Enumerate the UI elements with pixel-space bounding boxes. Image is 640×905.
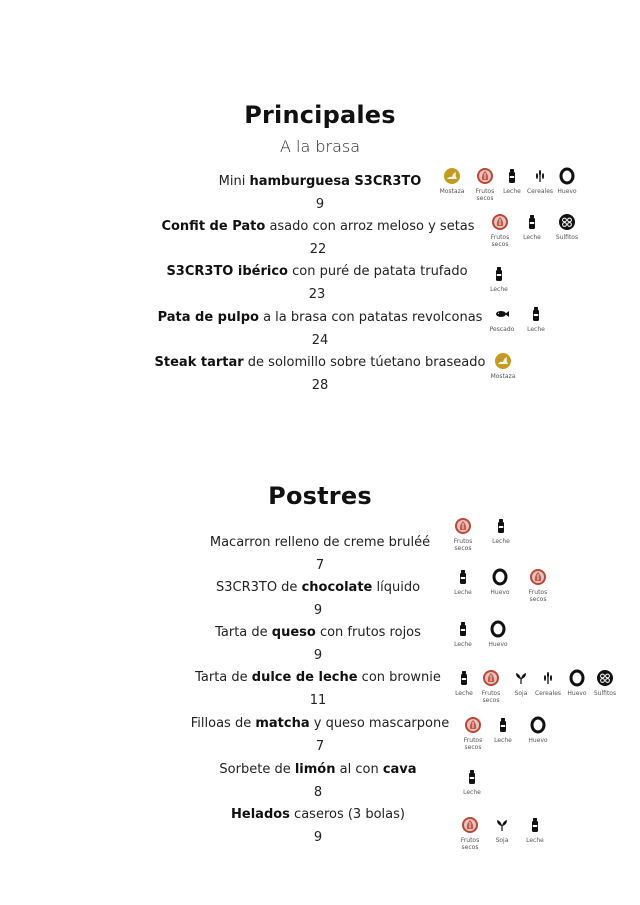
allergen-label: Leche	[492, 538, 510, 545]
dish-name-bold: Confit de Pato	[161, 219, 266, 234]
dish-name-text: con puré de patata trufado	[287, 264, 468, 279]
dish-name-text: Macarron relleno de creme bruléé	[209, 535, 431, 550]
allergen-badge	[483, 568, 517, 596]
dish-name-text: Tarta de	[195, 670, 252, 685]
milk-icon	[523, 213, 541, 231]
allergen-label: Leche	[463, 789, 481, 796]
allergen-label: Leche	[454, 589, 472, 596]
allergen-badge	[485, 305, 519, 333]
allergen-label: Leche	[494, 737, 512, 744]
dish-name-text: con frutos rojos	[315, 625, 421, 640]
allergen-badge	[455, 768, 489, 796]
allergen-label: Mostaza	[439, 188, 465, 195]
dish-name	[120, 310, 520, 325]
dish-price: 7	[315, 739, 325, 754]
dish-name-bold: cava	[382, 762, 417, 777]
dish-name	[117, 264, 517, 279]
dish-name-text: asado con arroz meloso y setas	[265, 219, 475, 234]
allergen-badge	[486, 352, 520, 380]
dish-name	[118, 219, 518, 234]
dish-name-bold: Pata de pulpo	[157, 310, 259, 325]
section-title-principales: Principales	[244, 101, 396, 129]
allergen-label: Sulfitos	[555, 234, 579, 241]
nuts-icon	[461, 816, 479, 834]
milk-icon	[527, 305, 545, 323]
allergen-label: Frutos secos	[460, 837, 480, 851]
allergen-label: Leche	[526, 837, 544, 844]
allergen-badge	[521, 716, 555, 744]
allergen-badge	[446, 517, 480, 552]
sulphites-icon	[596, 669, 614, 687]
allergen-badge	[485, 816, 519, 844]
dish-name-text: y queso mascarpone	[309, 716, 450, 731]
dish-name-bold: chocolate	[301, 580, 373, 595]
section-subtitle: A la brasa	[279, 137, 361, 156]
dish-price: 9	[313, 603, 323, 618]
dish-price: 9	[313, 830, 323, 845]
dish-price: 28	[311, 378, 329, 393]
allergen-badge	[446, 620, 480, 648]
nuts-icon	[529, 568, 547, 586]
allergen-label: Frutos secos	[475, 188, 495, 202]
milk-icon	[490, 265, 508, 283]
dish-name-text: Filloas de	[190, 716, 256, 731]
dish-name-text: con brownie	[357, 670, 441, 685]
allergen-badge	[483, 213, 517, 248]
dish-name-text: Mini	[218, 174, 250, 189]
allergen-badge	[435, 167, 469, 195]
milk-icon	[454, 568, 472, 586]
dish-name-text: al con	[335, 762, 383, 777]
mustard-icon	[494, 352, 512, 370]
dish-name	[120, 355, 520, 370]
dish-price: 8	[313, 785, 323, 800]
dish-name-text: caseros (3 bolas)	[289, 807, 405, 822]
allergen-label: Sulfitos	[593, 690, 617, 697]
allergen-badge	[481, 620, 515, 648]
egg-icon	[558, 167, 576, 185]
allergen-badge	[486, 716, 520, 744]
fish-icon	[493, 305, 511, 323]
dish-name-bold: matcha	[255, 716, 310, 731]
allergen-label: Soja	[495, 837, 509, 844]
dish-name-text: Sorbete de	[219, 762, 295, 777]
allergen-label: Frutos secos	[490, 234, 510, 248]
dish-name-text: de solomillo sobre túetano braseado	[243, 355, 486, 370]
allergen-badge	[446, 568, 480, 596]
sulphites-icon	[558, 213, 576, 231]
milk-icon	[455, 669, 473, 687]
allergen-badge	[518, 816, 552, 844]
dish-price: 24	[311, 333, 329, 348]
allergen-badge	[588, 669, 622, 697]
dish-price: 9	[313, 648, 323, 663]
allergen-label: Huevo	[490, 589, 510, 596]
milk-icon	[526, 816, 544, 834]
egg-icon	[491, 568, 509, 586]
allergen-badge	[456, 716, 490, 751]
nuts-icon	[454, 517, 472, 535]
allergen-label: Cereales	[534, 690, 562, 697]
allergen-label: Leche	[454, 641, 472, 648]
allergen-badge	[550, 167, 584, 195]
allergen-label: Huevo	[528, 737, 548, 744]
allergen-badge	[482, 265, 516, 293]
allergen-label: Leche	[490, 286, 508, 293]
dish-price: 7	[315, 558, 325, 573]
dish-name-bold: S3CR3TO ibérico	[166, 264, 288, 279]
allergen-label: Leche	[455, 690, 473, 697]
milk-icon	[494, 716, 512, 734]
dish-price: 11	[309, 693, 327, 708]
dish-name-bold: limón	[294, 762, 336, 777]
nuts-icon	[464, 716, 482, 734]
allergen-label: Huevo	[567, 690, 587, 697]
soy-icon	[493, 816, 511, 834]
dish-name-text: líquido	[372, 580, 421, 595]
allergen-badge	[519, 305, 553, 333]
dish-name-text: Tarta de	[215, 625, 272, 640]
egg-icon	[489, 620, 507, 638]
milk-icon	[454, 620, 472, 638]
dish-name-text: a la brasa con patatas revolconas	[258, 310, 483, 325]
allergen-label: Cereales	[526, 188, 554, 195]
nuts-icon	[491, 213, 509, 231]
allergen-label: Frutos secos	[453, 538, 473, 552]
dish-name-text: S3CR3TO de	[215, 580, 302, 595]
cereals-icon	[531, 167, 549, 185]
milk-icon	[492, 517, 510, 535]
dish-price: 22	[309, 242, 327, 257]
allergen-badge	[474, 669, 508, 704]
allergen-label: Huevo	[488, 641, 508, 648]
egg-icon	[529, 716, 547, 734]
dish-name-bold: dulce de leche	[251, 670, 358, 685]
dish-name-bold: Steak tartar	[154, 355, 244, 370]
allergen-label: Frutos secos	[528, 589, 548, 603]
allergen-label: Frutos secos	[481, 690, 501, 704]
allergen-label: Mostaza	[490, 373, 516, 380]
allergen-label: Leche	[527, 326, 545, 333]
allergen-label: Soja	[514, 690, 528, 697]
allergen-badge	[550, 213, 584, 241]
allergen-label: Frutos secos	[463, 737, 483, 751]
allergen-badge	[453, 816, 487, 851]
dish-price: 23	[308, 287, 326, 302]
allergen-badge	[484, 517, 518, 545]
allergen-label: Leche	[503, 188, 521, 195]
dish-name-bold: hamburguesa S3CR3TO	[249, 174, 422, 189]
milk-icon	[463, 768, 481, 786]
cereals-icon	[539, 669, 557, 687]
nuts-icon	[476, 167, 494, 185]
allergen-badge	[515, 213, 549, 241]
allergen-label: Huevo	[557, 188, 577, 195]
section-title-postres: Postres	[268, 482, 372, 510]
allergen-label: Pescado	[489, 326, 515, 333]
allergen-badge	[521, 568, 555, 603]
milk-icon	[503, 167, 521, 185]
dish-name-bold: Helados	[231, 807, 290, 822]
mustard-icon	[443, 167, 461, 185]
nuts-icon	[482, 669, 500, 687]
egg-icon	[568, 669, 586, 687]
dish-price: 9	[315, 197, 325, 212]
soy-icon	[512, 669, 530, 687]
dish-name-bold: queso	[271, 625, 316, 640]
allergen-label: Leche	[523, 234, 541, 241]
